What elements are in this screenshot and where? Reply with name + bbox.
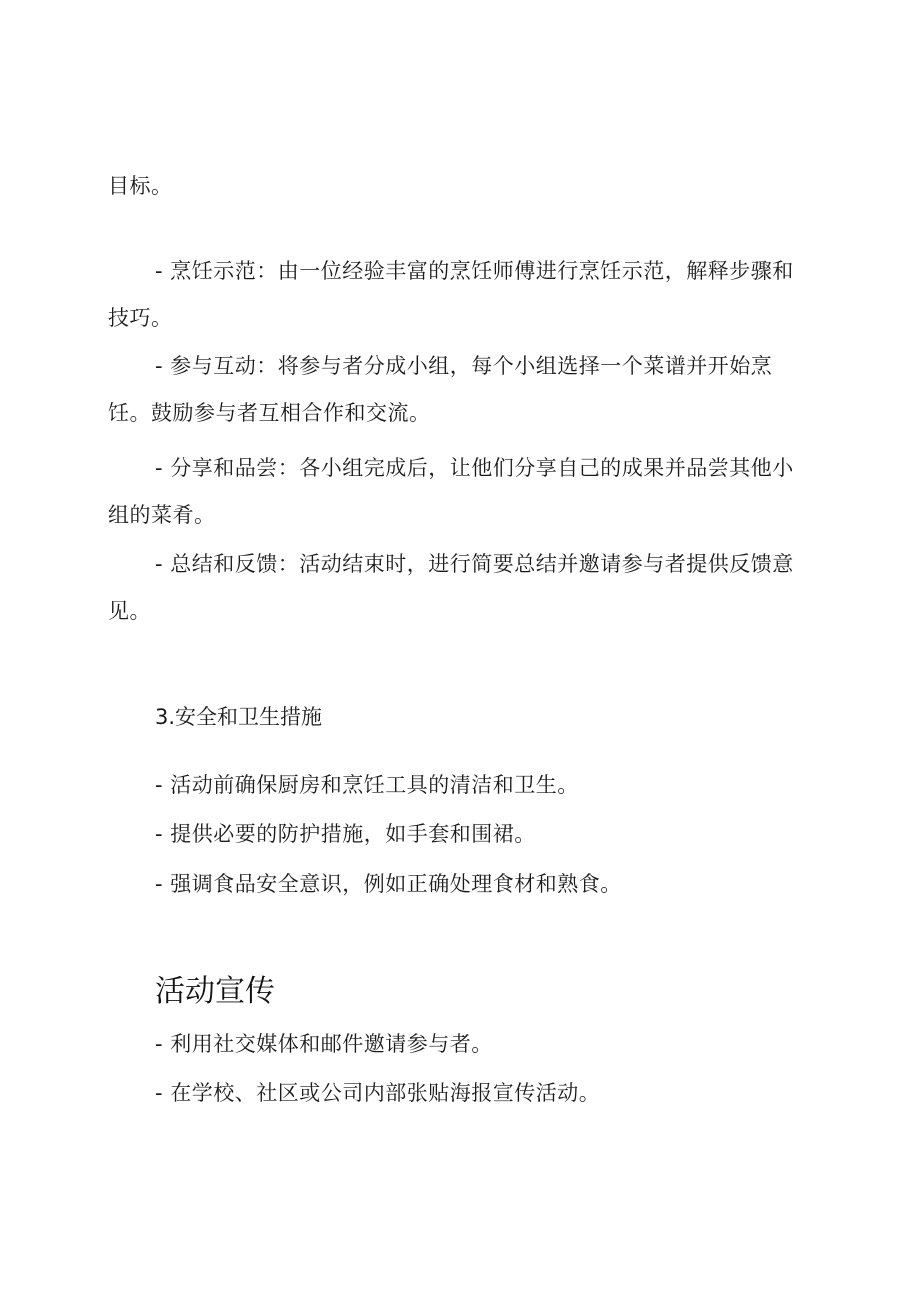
activity-step-interaction: - 参与互动：将参与者分成小组，每个小组选择一个菜谱并开始烹饪。鼓励参与者互相合作和交流。 bbox=[108, 354, 773, 425]
promotion-item-posters: - 在学校、社区或公司内部张贴海报宣传活动。 bbox=[155, 1081, 601, 1105]
activity-step-summary: - 总结和反馈：活动结束时，进行简要总结并邀请参与者提供反馈意见。 bbox=[108, 552, 794, 623]
safety-item-food-safety: - 强调食品安全意识，例如正确处理食材和熟食。 bbox=[155, 872, 622, 896]
safety-item-protection: - 提供必要的防护措施，如手套和围裙。 bbox=[155, 822, 536, 846]
continuation-text: 目标。 bbox=[108, 174, 173, 198]
safety-item-cleaning: - 活动前确保厨房和烹饪工具的清洁和卫生。 bbox=[155, 773, 579, 797]
activity-step-cooking-demo: - 烹饪示范：由一位经验丰富的烹饪师傅进行烹饪示范，解释步骤和技巧。 bbox=[108, 259, 794, 330]
activity-step-sharing: - 分享和品尝：各小组完成后，让他们分享自己的成果并品尝其他小组的菜肴。 bbox=[108, 456, 794, 527]
promotion-item-social-media: - 利用社交媒体和邮件邀请参与者。 bbox=[155, 1032, 493, 1056]
promotion-heading: 活动宣传 bbox=[155, 974, 275, 1009]
safety-section-title: 3.安全和卫生措施 bbox=[155, 705, 323, 729]
